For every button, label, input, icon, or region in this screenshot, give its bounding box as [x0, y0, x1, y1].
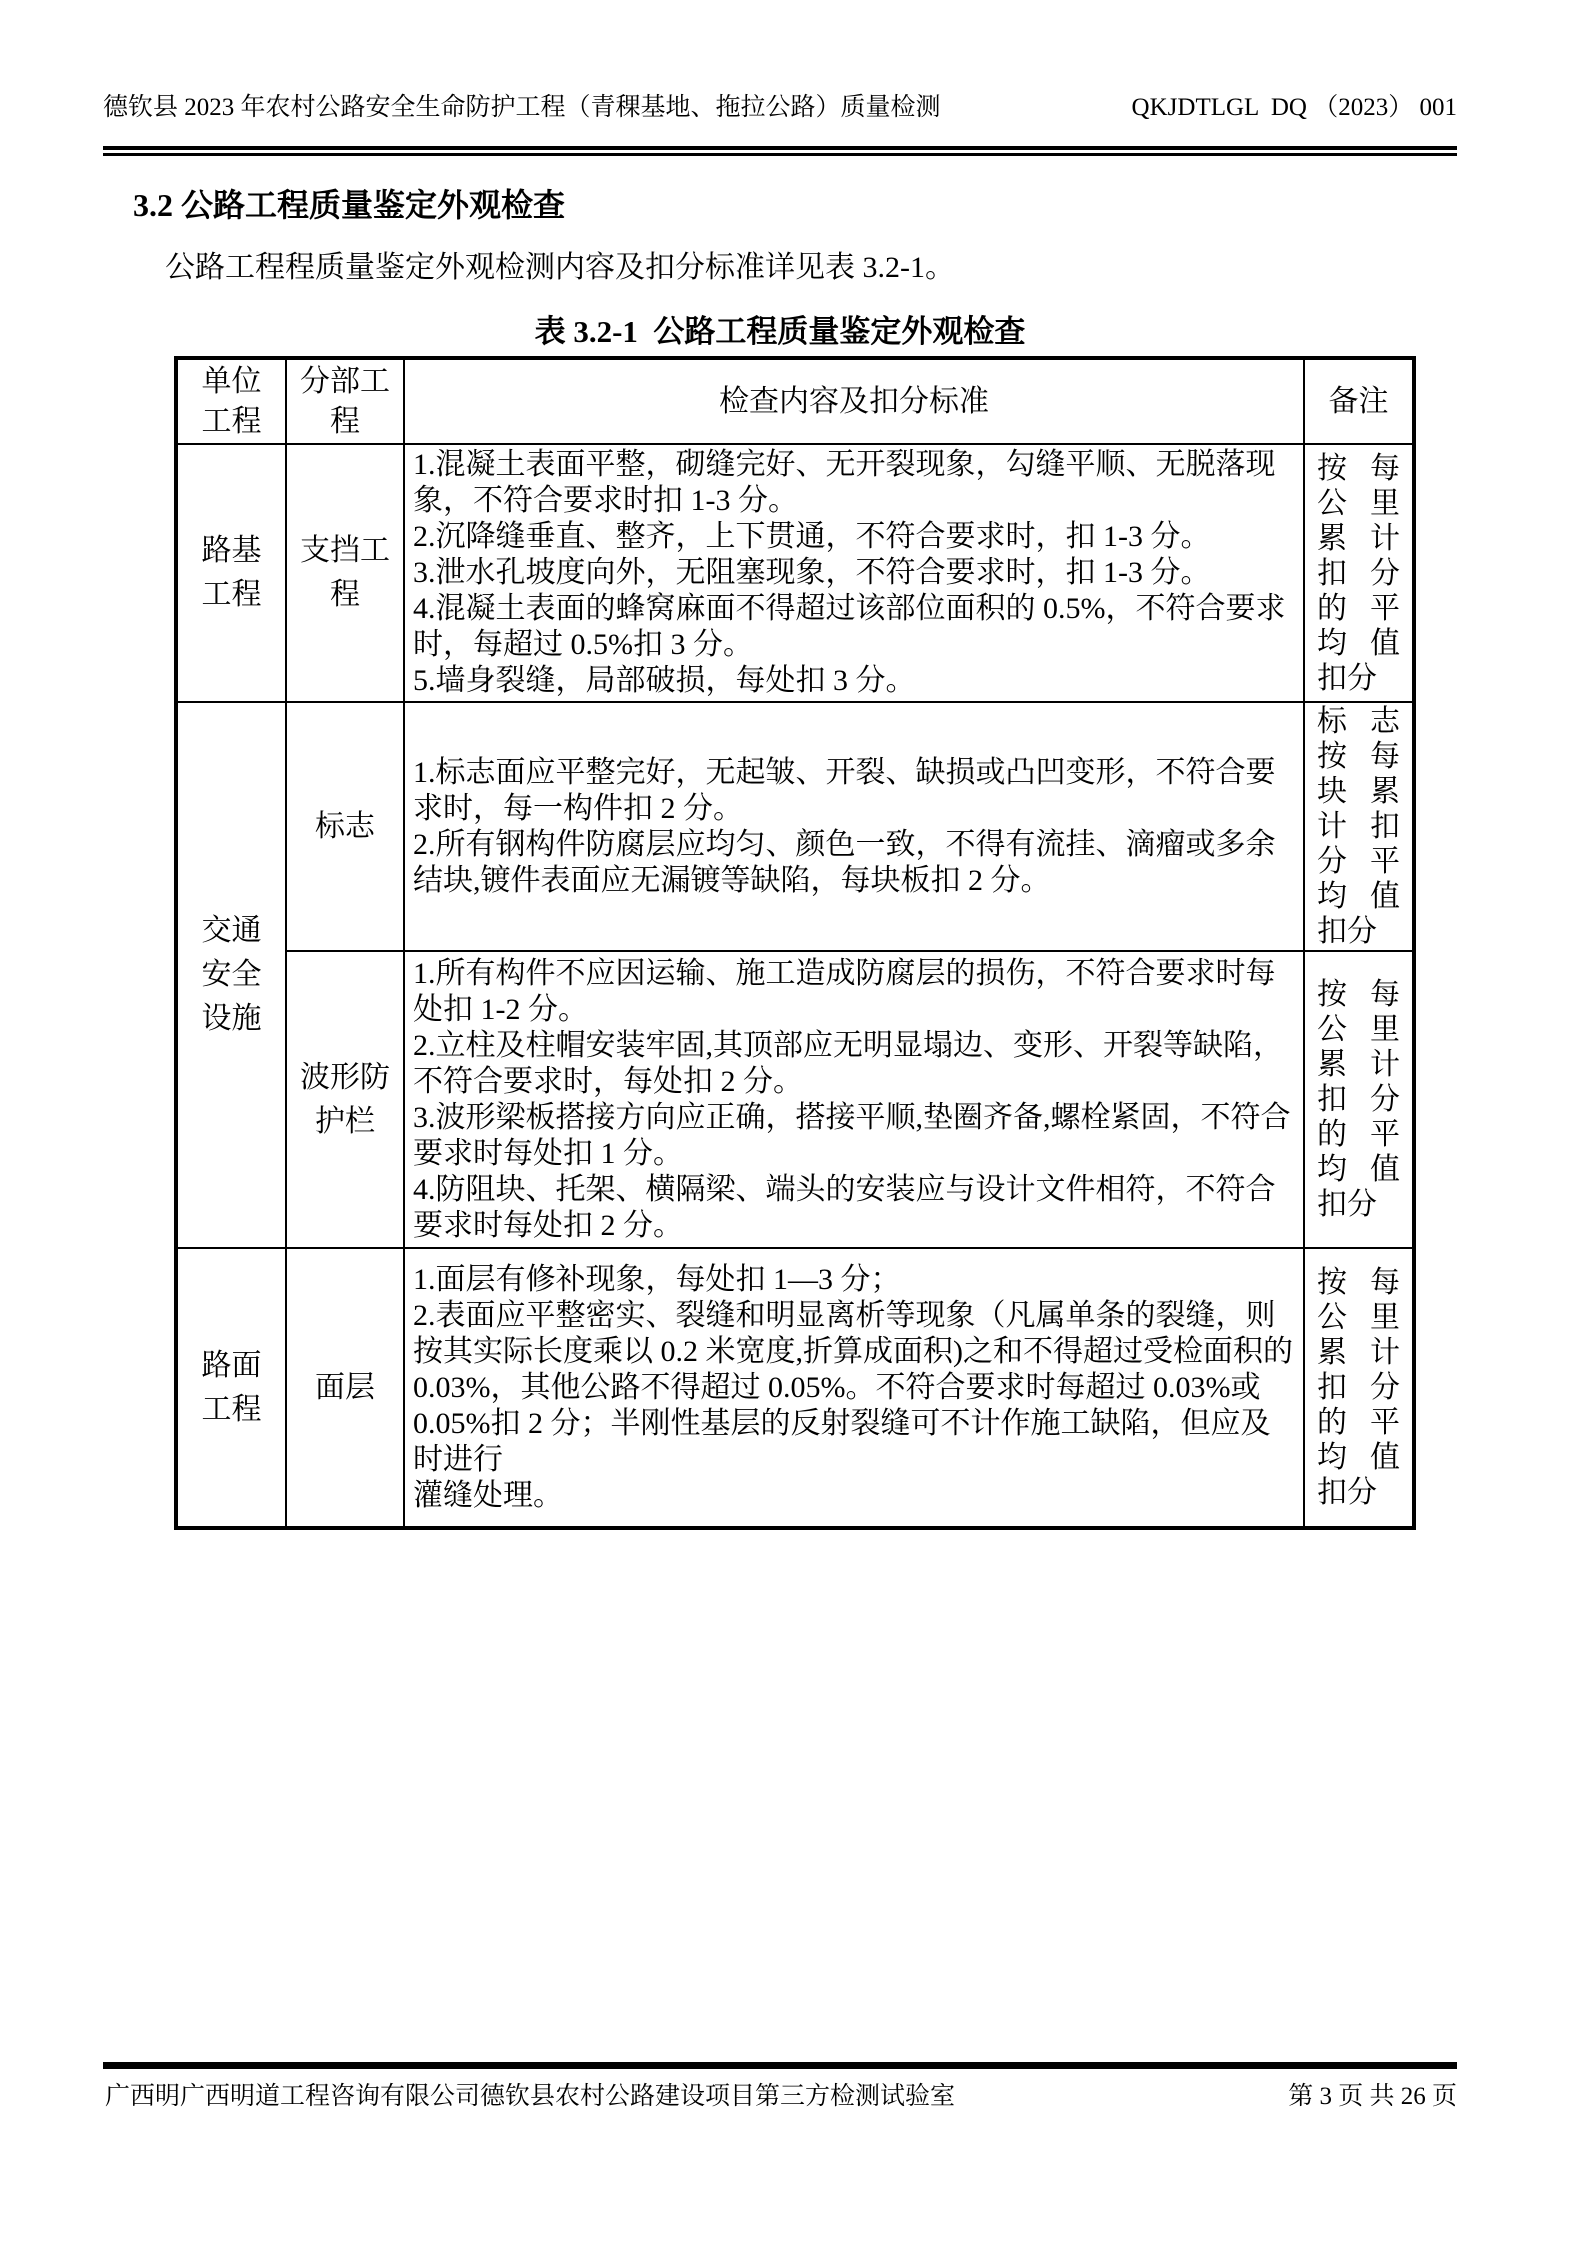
criteria-item: 5.墙身裂缝，局部破损，每处扣 3 分。	[413, 664, 916, 697]
remark-line: 累计	[1317, 1336, 1400, 1369]
part-cell-guardrail: 波形防护栏	[286, 951, 404, 1248]
intro-paragraph: 公路工程程质量鉴定外观检测内容及扣分标准详见表 3.2-1。	[165, 251, 955, 284]
remark-line: 均值	[1317, 1153, 1400, 1186]
column-header-criteria: 检查内容及扣分标准	[404, 358, 1304, 444]
criteria-cell	[404, 444, 1304, 702]
column-header-part: 分部工程	[286, 358, 404, 444]
criteria-item: 3.泄水孔坡度向外，无阻塞现象，不符合要求时，扣 1-3 分。	[413, 556, 1211, 589]
table-row	[176, 702, 1414, 951]
remark-line: 均值	[1317, 626, 1400, 660]
part-cell-retaining-works: 支挡工程	[286, 444, 404, 702]
remark-cell	[1304, 1248, 1414, 1528]
criteria-item: 2.立柱及柱帽安装牢固,其顶部应无明显塌边、变形、开裂等缺陷，不符合要求时，每处扣 2 分。	[413, 1028, 1283, 1098]
remark-line: 累计	[1317, 521, 1400, 555]
remark-line: 扣分	[1317, 915, 1377, 948]
remark-line: 计扣	[1317, 810, 1400, 843]
unit-cell-roadbed: 路基工程	[176, 444, 286, 702]
remark-line: 公里	[1317, 1301, 1400, 1334]
criteria-cell	[404, 1248, 1304, 1528]
criteria-item: 1.所有构件不应因运输、施工造成防腐层的损伤，不符合要求时每处扣 1-2 分。	[413, 956, 1276, 1026]
table-header-row	[176, 358, 1414, 444]
table-row	[176, 1248, 1414, 1528]
remark-line: 公里	[1317, 486, 1400, 520]
criteria-cell	[404, 951, 1304, 1248]
remark-line: 扣分	[1317, 1188, 1377, 1221]
remark-line: 的平	[1317, 1406, 1400, 1439]
remark-line: 扣分	[1317, 1371, 1400, 1404]
remark-line: 按每	[1317, 978, 1400, 1011]
inspection-table-wrapper	[174, 356, 1416, 1530]
remark-line: 扣分	[1317, 661, 1377, 695]
criteria-item: 1.混凝土表面平整，砌缝完好、无开裂现象，勾缝平顺、无脱落现象，不符合要求时扣 1-3 分。	[413, 448, 1276, 517]
remark-line: 累计	[1317, 1048, 1400, 1081]
criteria-item: 1.标志面应平整完好，无起皱、开裂、缺损或凸凹变形，不符合要求时，每一构件扣 2 分。	[413, 755, 1276, 825]
remark-line: 的平	[1317, 591, 1400, 625]
remark-line: 均值	[1317, 880, 1400, 913]
remark-line: 按每	[1317, 740, 1400, 773]
remark-lines	[1317, 451, 1400, 696]
part-cell-signs: 标志	[286, 702, 404, 951]
footer-left-text: 广西明广西明道工程咨询有限公司德钦县农村公路建设项目第三方检测试验室	[105, 2083, 956, 2110]
remark-line: 按每	[1317, 1266, 1400, 1299]
criteria-item: 3.波形梁板搭接方向应正确，搭接平顺,垫圈齐备,螺栓紧固，不符合要求时每处扣 1 分。	[413, 1100, 1291, 1170]
remark-line: 扣分	[1317, 1083, 1400, 1116]
unit-cell-traffic-safety: 交通安全设施	[176, 702, 286, 1248]
remark-cell	[1304, 702, 1414, 951]
remark-lines	[1317, 1265, 1400, 1510]
header-left-text: 德钦县 2023 年农村公路安全生命防护工程（青稞基地、拖拉公路）质量检测	[103, 94, 941, 121]
page-header	[103, 92, 1457, 124]
criteria-item: 1.面层有修补现象，每处扣 1—3 分；	[413, 1262, 901, 1296]
criteria-item: 2.所有钢构件防腐层应均匀、颜色一致，不得有流挂、滴瘤或多余结块,镀件表面应无漏镀等缺陷，每块板扣 2 分。	[413, 827, 1276, 897]
remark-line: 分平	[1317, 845, 1400, 878]
criteria-item: 灌缝处理。	[413, 1478, 563, 1512]
criteria-item: 2.表面应平整密实、裂缝和明显离析等现象（凡属单条的裂缝，则按其实际长度乘以 0.2 米宽度,折算成面积)之和不得超过受检面积的 0.03%，其他公路不得超过 0.05%。不符合要求时每超过 0.03%或 0.05%扣 2 分；半刚性基层的反射裂缝可不计作施工缺陷，但应及时进行	[413, 1298, 1293, 1476]
remark-cell	[1304, 951, 1414, 1248]
header-rule-thick-line	[103, 146, 1457, 150]
table-title: 表 3.2-1 公路工程质量鉴定外观检查	[534, 314, 1026, 349]
footer-rule	[103, 2062, 1457, 2069]
part-cell-surface-layer: 面层	[286, 1248, 404, 1528]
remark-line: 按每	[1317, 451, 1400, 485]
footer-right-text: 第 3 页 共 26 页	[1288, 2083, 1457, 2110]
section-heading: 3.2 公路工程质量鉴定外观检查	[133, 187, 566, 223]
column-header-unit: 单位工程	[176, 358, 286, 444]
header-right-text: QKJDTLGL DQ （2023） 001	[1131, 94, 1457, 121]
remark-cell	[1304, 444, 1414, 702]
remark-line: 块累	[1317, 775, 1400, 808]
unit-cell-pavement: 路面工程	[176, 1248, 286, 1528]
criteria-item: 4.防阻块、托架、横隔梁、端头的安装应与设计文件相符，不符合要求时每处扣 2 分。	[413, 1172, 1276, 1242]
table-row	[176, 951, 1414, 1248]
remark-lines	[1317, 704, 1400, 949]
remark-line: 扣分	[1317, 1476, 1377, 1509]
header-rule-thin-line	[103, 153, 1457, 156]
column-header-remark: 备注	[1304, 358, 1414, 444]
remark-line: 标志	[1317, 705, 1400, 738]
criteria-item: 4.混凝土表面的蜂窝麻面不得超过该部位面积的 0.5%，不符合要求时，每超过 0.5%扣 3 分。	[413, 592, 1286, 661]
remark-line: 公里	[1317, 1013, 1400, 1046]
remark-line: 扣分	[1317, 556, 1400, 590]
remark-line: 均值	[1317, 1441, 1400, 1474]
header-rule	[103, 146, 1457, 156]
inspection-table	[174, 356, 1416, 1530]
criteria-item: 2.沉降缝垂直、整齐，上下贯通，不符合要求时，扣 1-3 分。	[413, 520, 1211, 553]
table-row	[176, 444, 1414, 702]
criteria-cell	[404, 702, 1304, 951]
remark-line: 的平	[1317, 1118, 1400, 1151]
page-footer	[105, 2080, 1457, 2114]
remark-lines	[1317, 977, 1400, 1222]
